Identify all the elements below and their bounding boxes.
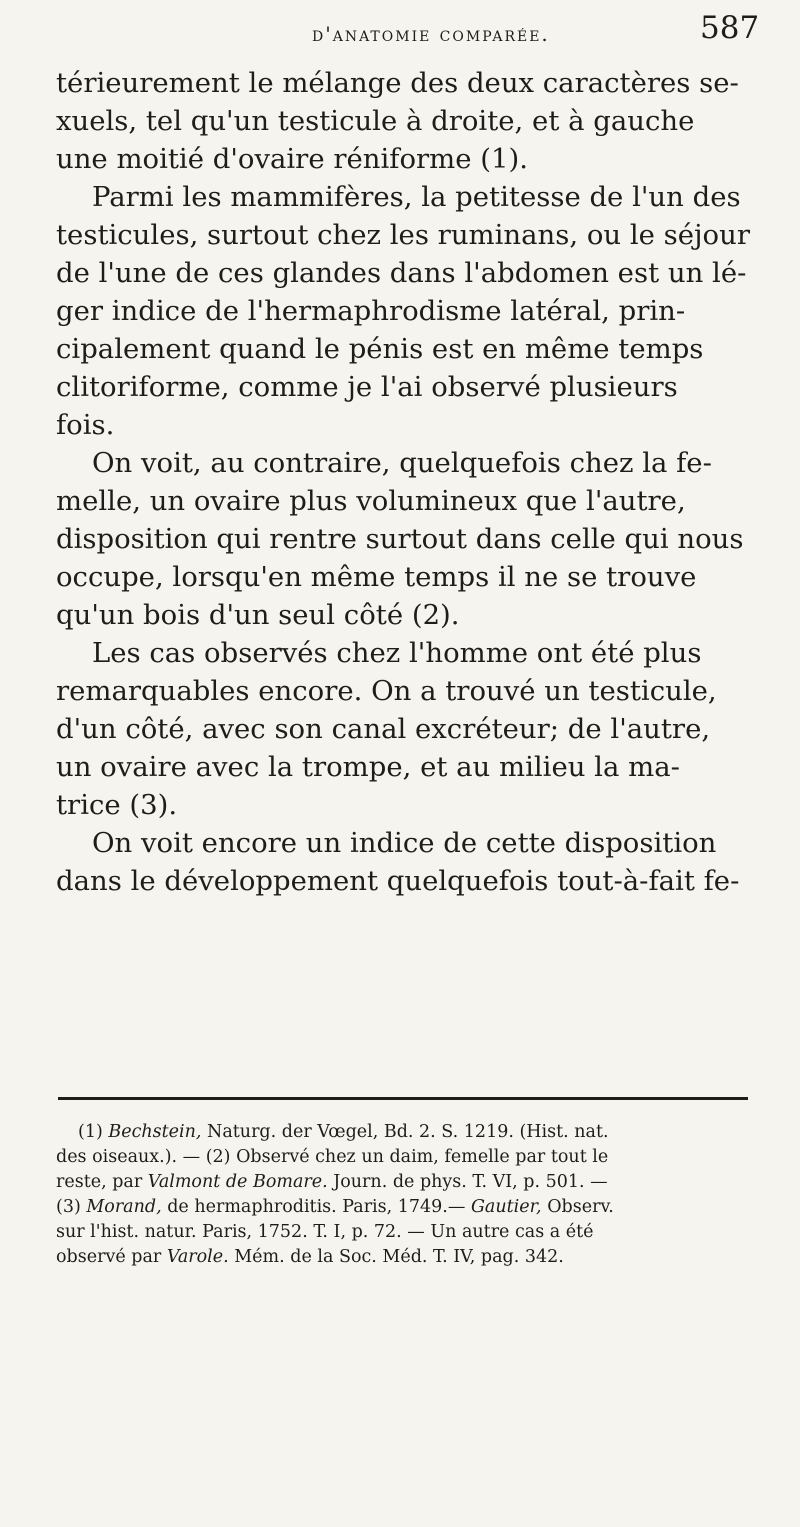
- footnote-line: [56, 1245, 756, 1270]
- body-text: [56, 64, 756, 900]
- text-line: testicules, surtout chez les ruminans, ou le séjour: [56, 219, 750, 251]
- text-line: d'un côté, avec son canal excréteur; de l'autre,: [56, 713, 711, 745]
- author-name: Morand,: [86, 1197, 162, 1217]
- text-line: trice (3).: [56, 789, 178, 821]
- text-line: ger indice de l'hermaphrodisme latéral, prin-: [56, 295, 686, 327]
- text-line: un ovaire avec la trompe, et au milieu la ma-: [56, 751, 680, 783]
- text-line: disposition qui rentre surtout dans celle qui nous: [56, 523, 744, 555]
- author-name: Gautier,: [470, 1197, 542, 1217]
- text-line: cipalement quand le pénis est en même temps: [56, 333, 704, 365]
- paragraph-start-line: Parmi les mammifères, la petitesse de l'un des: [92, 181, 741, 213]
- text-line: melle, un ovaire plus volumineux que l'autre,: [56, 485, 686, 517]
- footnotes: [56, 1120, 756, 1270]
- text-line: fois.: [56, 409, 115, 441]
- text-line: une moitié d'ovaire réniforme (1).: [56, 143, 528, 175]
- footnote-text: de hermaphroditis. Paris, 1749.—: [161, 1197, 471, 1217]
- footnote-text: reste, par: [56, 1172, 148, 1192]
- text-line: xuels, tel qu'un testicule à droite, et à gauche: [56, 105, 695, 137]
- footnote-mark: (3): [56, 1197, 87, 1217]
- footnote-mark: (1): [78, 1122, 109, 1142]
- footnote-text: Naturg. der Vœgel, Bd. 2. S. 1219. (Hist. nat.: [201, 1122, 609, 1142]
- footnote-line: [56, 1195, 756, 1220]
- paragraph-start-line: On voit encore un indice de cette disposition: [92, 827, 717, 859]
- author-name: Varole.: [166, 1247, 229, 1267]
- footnote-line: [56, 1120, 756, 1145]
- text-line: remarquables encore. On a trouvé un testicule,: [56, 675, 717, 707]
- author-name: Valmont de Bomare.: [147, 1172, 328, 1192]
- text-line: occupe, lorsqu'en même temps il ne se trouve: [56, 561, 697, 593]
- footnote-line: [56, 1170, 756, 1195]
- footnote-line: sur l'hist. natur. Paris, 1752. T. I, p. 72. — Un autre cas a été: [56, 1222, 594, 1242]
- paragraph-start-line: On voit, au contraire, quelquefois chez la fe-: [92, 447, 712, 479]
- footnote-line: des oiseaux.). — (2) Observé chez un daim, femelle par tout le: [56, 1147, 609, 1167]
- text-line: térieurement le mélange des deux caractères se-: [56, 67, 739, 99]
- paragraph-start-line: Les cas observés chez l'homme ont été plus: [92, 637, 702, 669]
- running-head: [60, 8, 760, 54]
- footnote-text: Journ. de phys. T. VI, p. 501. —: [327, 1172, 608, 1192]
- footnote-text: Mém. de la Soc. Méd. T. IV, pag. 342.: [228, 1247, 564, 1267]
- text-line: dans le développement quelquefois tout-à-fait fe-: [56, 865, 740, 897]
- footnote-text: Observ.: [541, 1197, 614, 1217]
- page-number: 587: [700, 10, 760, 46]
- text-line: de l'une de ces glandes dans l'abdomen est un lé-: [56, 257, 747, 289]
- footnote-divider: [58, 1097, 748, 1100]
- author-name: Bechstein,: [108, 1122, 202, 1142]
- running-title: d'anatomie comparée.: [312, 22, 550, 46]
- text-line: clitoriforme, comme je l'ai observé plusieurs: [56, 371, 678, 403]
- footnote-text: observé par: [56, 1247, 167, 1267]
- text-line: qu'un bois d'un seul côté (2).: [56, 599, 460, 631]
